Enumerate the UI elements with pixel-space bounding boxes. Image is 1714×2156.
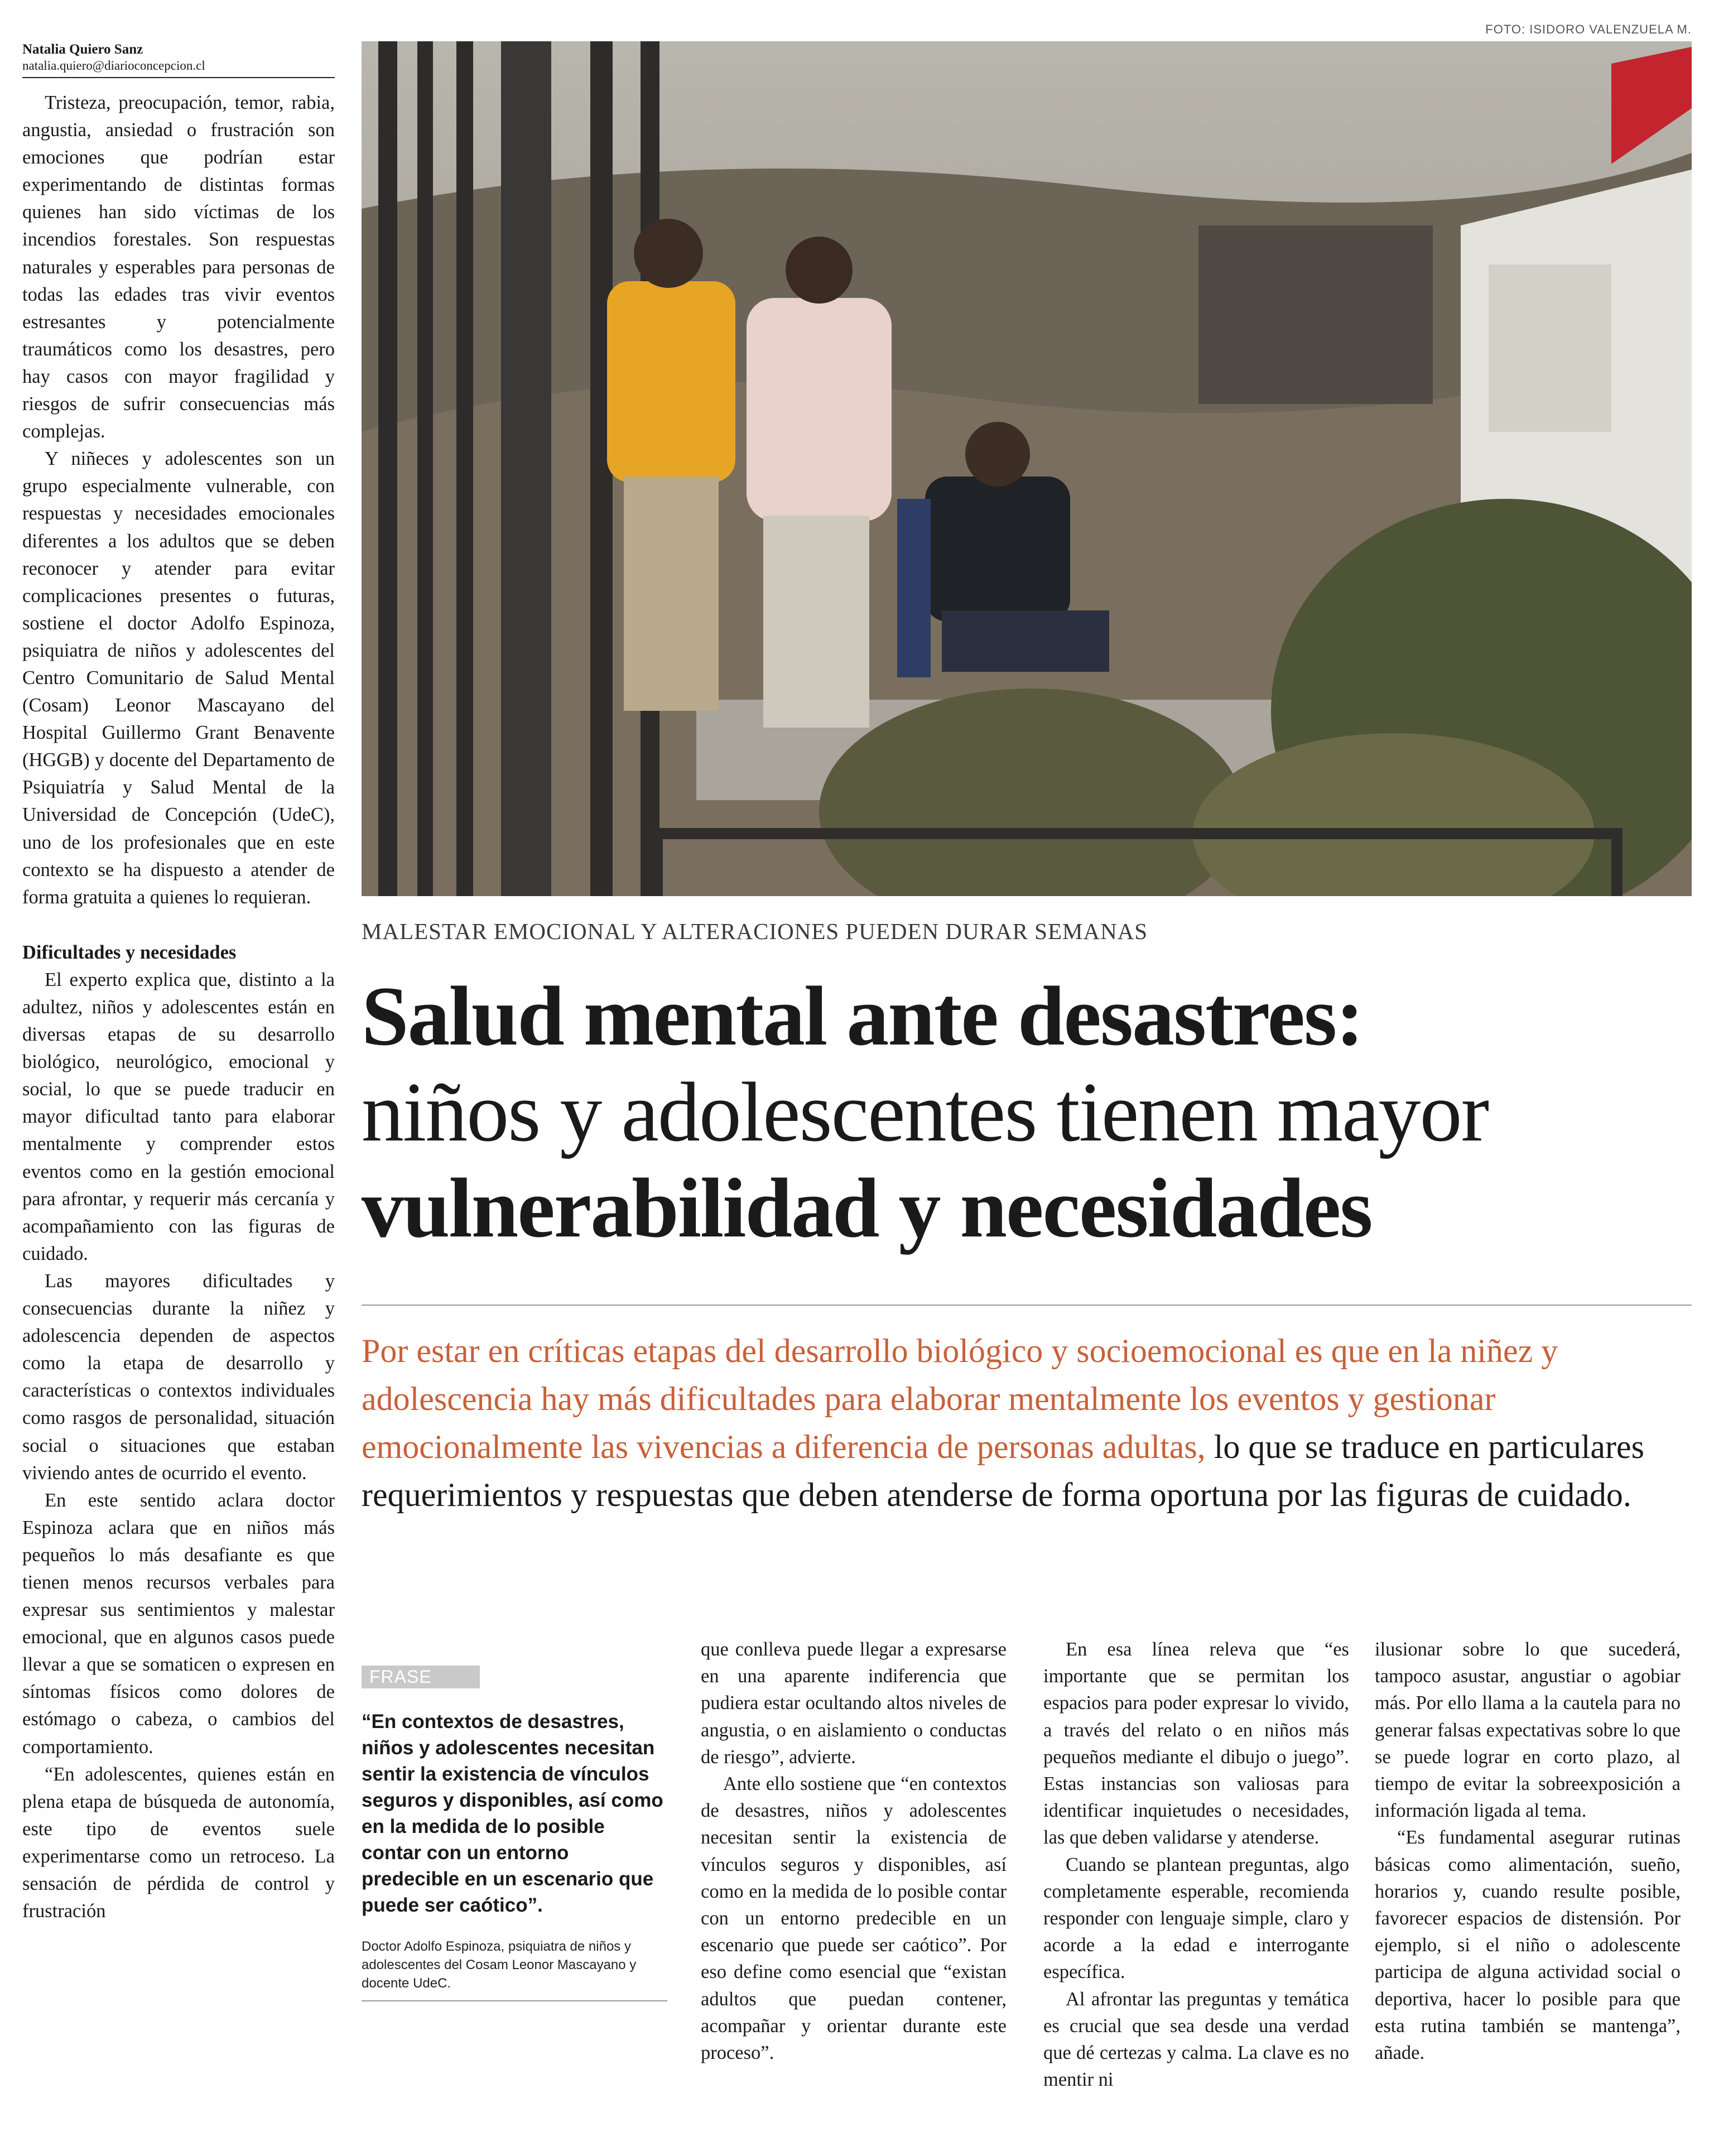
divider [362,2000,667,2001]
paragraph: “Es fundamental asegurar rutinas básicas como alimentación, sueño, horarios y, cuando resulte posible, favorecer espacios de distensión. Por ejemplo, si el niño o adolescente participa de alguna actividad social o deportiva, hacer lo posible para que esta rutina también se mantenga”, añade. [1375,1827,1681,2064]
headline-line: vulnerabilidad y necesidades [362,1161,1372,1255]
paragraph: ilusionar sobre lo que sucederá, tampoco asustar, angustiar o agobiar más. Por ello llama a la cautela para no generar falsas expectativas sobre lo que se puede lograr en corto plazo, al tiempo de evitar la sobreexposición a información ligada al tema. [1375,1639,1681,1822]
paragraph: Ante ello sostiene que “en contextos de desastres, niños y adolescentes necesitan sentir la existencia de vínculos seguros y disponibles, así como en la medida de lo posible contar con un entorno predecible en un escenario que puede ser caótico”. Por eso define como esencial que “existan adultos que puedan contener, acompañar y orientar durante este proceso”. [701,1773,1007,2064]
lead-paragraph [362,1327,1692,1519]
author-email: natalia.quiero@diarioconcepcion.cl [22,58,335,78]
body-column-4 [1375,1636,1681,2066]
paragraph: Las mayores dificultades y consecuencias durante la niñez y adolescencia dependen de aspectos como la etapa de desarrollo y características o contextos individuales como rasgos de personalidad, situación social o situaciones que estaban viviendo antes de ocurrido el evento. [22,1270,335,1484]
photo-illustration [362,41,1692,896]
quote-label: FRASE [362,1666,480,1688]
headline-line: Salud mental ante desastres: [362,969,1363,1063]
headline-line: niños y adolescentes tienen mayor [362,1065,1489,1159]
paragraph: En esa línea releva que “es importante que se permitan los espacios para poder expresar lo vivido, a través del relato o en niños más pequeños mediante el dibujo o juego”. Estas instancias son valiosas para identificar inquietudes o necesidades, las que deben validarse y atenderse. [1043,1639,1349,1849]
quote-caption: Doctor Adolfo Espinoza, psiquiatra de niños y adolescentes del Cosam Leonor Mascayano y docente UdeC. [362,1939,637,1991]
subheading: Dificultades y necesidades [22,941,237,963]
paragraph: Cuando se plantean preguntas, algo completamente esperable, recomienda responder con lenguaje simple, claro y acorde a la edad e interrogante específica. [1043,1854,1349,1983]
lead-accent: Por estar en críticas etapas del desarrollo biológico y socioemocional es que en la niñez y adolescencia hay más dificultades para elaborar mentalmente los eventos y gestionar emocionalmente las vivencias a diferencia de personas adultas, [362,1332,1558,1465]
paragraph: El experto explica que, distinto a la adultez, niños y adolescentes están en diversas etapas de su desarrollo biológico, neurológico, emocional y social, lo que se puede traducir en mayor dificultad tanto para elaborar mentalmente y comprender estos eventos como en la gestión emocional para afrontar, y requerir más cercanía y acompañamiento con las figuras de cuidado. [22,969,335,1264]
body-column-3 [1043,1636,1349,2093]
headline [362,968,1692,1256]
article-photo [362,41,1692,896]
paragraph: que conlleva puede llegar a expresarse en una aparente indiferencia que pudiera estar ocultando altos niveles de angustia, o en aislamiento o conductas de riesgo”, advierte. [701,1639,1007,1768]
photo-credit: FOTO: ISIDORO VALENZUELA M. [1485,22,1692,36]
author-name: Natalia Quiero Sanz [22,42,143,57]
paragraph: Al afrontar las preguntas y temática es crucial que sea desde una verdad que dé certezas y calma. La clave es no mentir ni [1043,1988,1349,2091]
divider [362,1305,1692,1306]
quote-box [362,1666,667,2001]
paragraph: “En adolescentes, quienes están en plena etapa de búsqueda de autonomía, este tipo de eventos suele experimentarse como un retroceso. La sensación de pérdida de control y frustración [22,1763,335,1922]
lead-plain: lo que se traduce en particulares requerimientos y respuestas que deben atenderse de forma oportuna por las figuras de cuidado. [362,1428,1645,1513]
quote-text: “En contextos de desastres, niños y adolescentes necesitan sentir la existencia de vínculos seguros y disponibles, así como en la medida de lo posible contar con un entorno predecible en un escenario que puede ser caótico”. [362,1711,663,1916]
body-column-2 [701,1636,1007,2066]
paragraph: Tristeza, preocupación, temor, rabia, angustia, ansiedad o frustración son emociones que podrían estar experimentando de distintas formas quienes han sido víctimas de los incendios forestales. Son respuestas naturales y esperables para personas de todas las edades tras vivir eventos estresantes y potencialmente traumáticos como los desastres, pero hay casos con mayor fragilidad y riesgos de sufrir consecuencias más complejas. [22,92,335,442]
paragraph: Y niñeces y adolescentes son un grupo especialmente vulnerable, con respuestas y necesidades emocionales diferentes a los adultos que se deben reconocer y atender para evitar complicaciones presentes o futuras, sostiene el doctor Adolfo Espinoza, psiquiatra de niños y adolescentes del Centro Comunitario de Salud Mental (Cosam) Leonor Mascayano del Hospital Guillermo Grant Benavente (HGGB) y docente del Departamento de Psiquiatría y Salud Mental de la Universidad de Concepción (UdeC), uno de los profesionales que en este contexto se ha dispuesto a atender de forma gratuita a quienes lo requieran. [22,448,335,908]
left-column [22,89,335,1925]
kicker: MALESTAR EMOCIONAL Y ALTERACIONES PUEDEN DURAR SEMANAS [362,918,1148,944]
byline [22,41,335,78]
paragraph: En este sentido aclara doctor Espinoza aclara que en niños más pequeños lo más desafiante es que tienen menos recursos verbales para expresar sus sentimientos y malestar emocional, que en algunos casos puede llevar a que se somaticen o expresen en síntomas físicos como dolores de estómago o cabeza, o cambios del comportamiento. [22,1489,335,1758]
